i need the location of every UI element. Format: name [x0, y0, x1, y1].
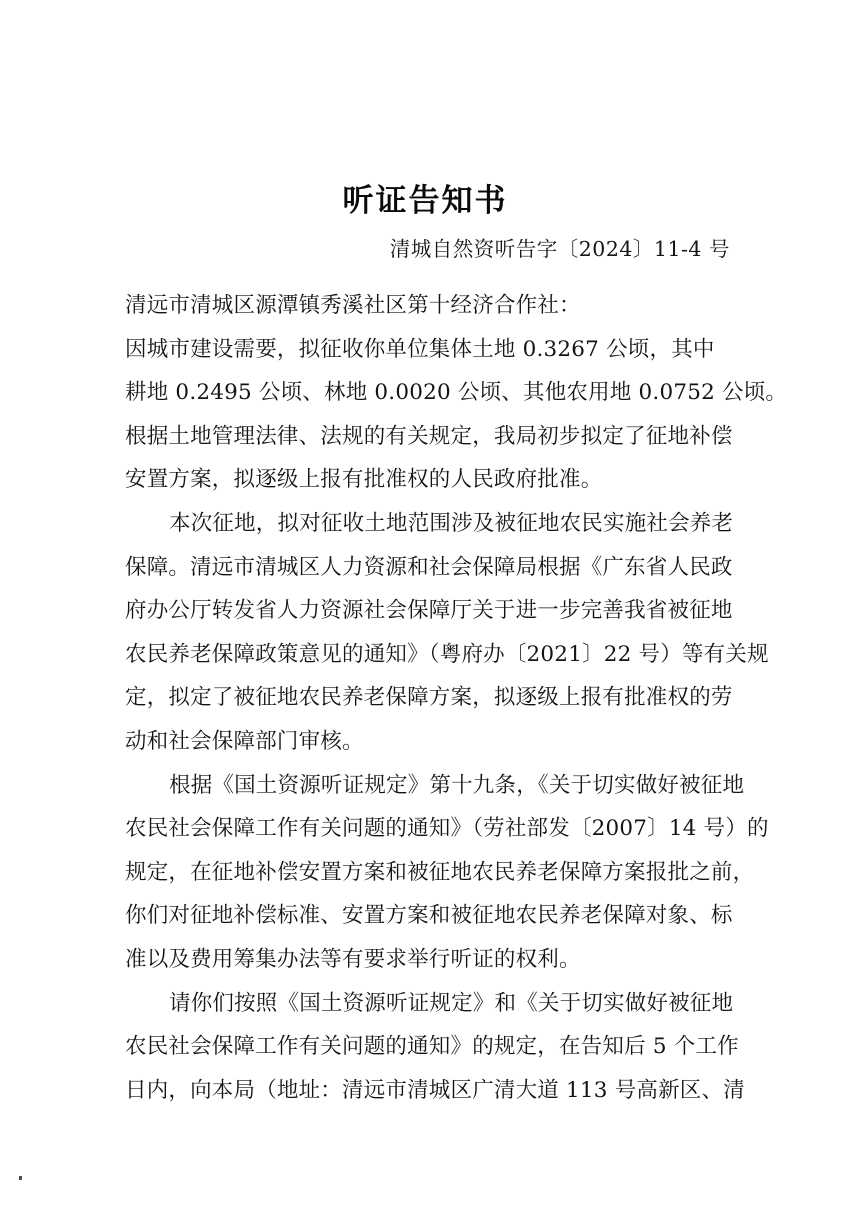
body-line: 安置方案，拟逐级上报有批准权的人民政府批准。: [125, 467, 603, 493]
body-line: 准以及费用筹集办法等有要求举行听证的权利。: [125, 946, 581, 972]
body-line: 定，拟定了被征地农民养老保障方案，拟逐级上报有批准权的劳: [125, 685, 733, 711]
body-line: 动和社会保障部门审核。: [125, 728, 364, 754]
body-line: 规定，在征地补偿安置方案和被征地农民养老保障方案报批之前，: [125, 859, 755, 885]
body-line: 你们对征地补偿标准、安置方案和被征地农民养老保障对象、标: [125, 903, 733, 929]
body-line: 府办公厅转发省人力资源社会保障厅关于进一步完善我省被征地: [125, 598, 733, 624]
page-title: 听证告知书: [342, 182, 508, 219]
body-line: 根据土地管理法律、法规的有关规定，我局初步拟定了征地补偿: [125, 423, 733, 449]
body-line: [125, 328, 735, 372]
body-line: 保障。清远市清城区人力资源和社会保障局根据《广东省人民政: [125, 554, 733, 580]
recipient-line: 清远市清城区源潭镇秀溪社区第十经济合作社：: [125, 293, 581, 318]
body-line: 请你们按照《国土资源听证规定》和《关于切实做好被征地: [169, 990, 734, 1016]
body-line: 日内，向本局（地址：清远市清城区广清大道 113 号高新区、清: [125, 1077, 745, 1103]
body-line: 根据《国土资源听证规定》第十九条，《关于切实做好被征地: [169, 772, 745, 798]
scan-artifact-speck: [19, 1176, 22, 1180]
document-number: 清城自然资听告字〔2024〕11-4 号: [389, 237, 730, 261]
body-line-text: 因城市建设需要，拟征收你单位集体土地 0.3267 公顷，其中: [125, 336, 715, 362]
body-line: 农民养老保障政策意见的通知》（粤府办〔2021〕22 号）等有关规: [125, 641, 769, 667]
body-line: 本次征地，拟对征收土地范围涉及被征地农民实施社会养老: [169, 510, 734, 536]
document-body: [125, 284, 788, 1112]
body-line: 农民社会保障工作有关问题的通知》（劳社部发〔2007〕14 号）的: [125, 816, 769, 842]
body-line: 农民社会保障工作有关问题的通知》的规定，在告知后 5 个工作: [125, 1034, 739, 1060]
body-line: 耕地 0.2495 公顷、林地 0.0020 公顷、其他农用地 0.0752 公顷。: [125, 380, 788, 406]
